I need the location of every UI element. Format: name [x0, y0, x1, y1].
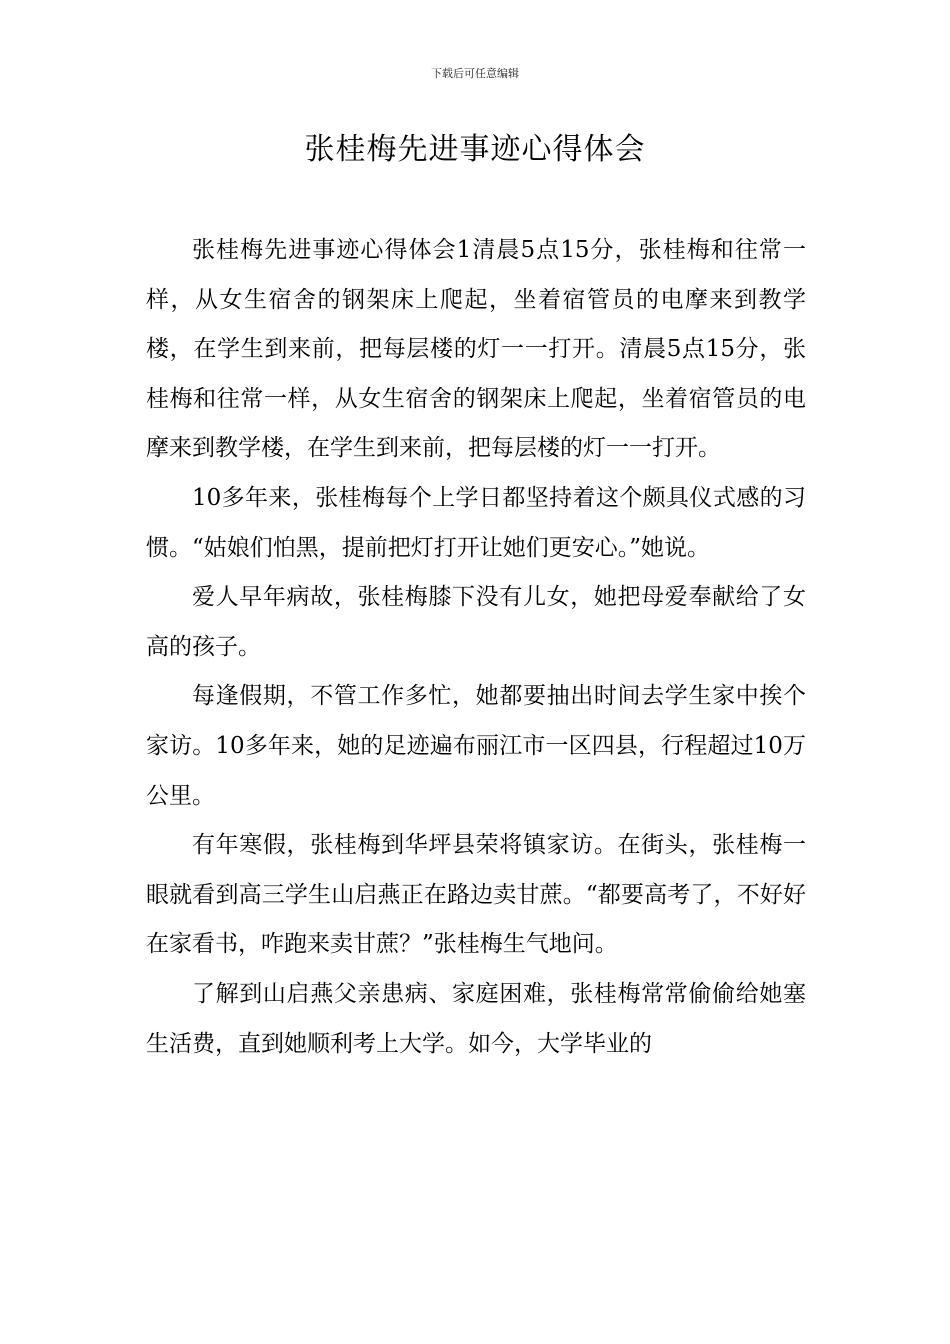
paragraph-6: 了解到山启燕父亲患病、家庭困难，张桂梅常常偷偷给她塞生活费，直到她顺利考上大学。如今，大学毕业的 [146, 980, 806, 1057]
paragraph-3: 爱人早年病故，张桂梅膝下没有儿女，她把母爱奉献给了女高的孩子。 [146, 584, 806, 660]
paragraph-4: 每逢假期，不管工作多忙，她都要抽出时间去学生家中挨个家访。10多年来，她的足迹遍布丽江市一区四县，行程超过10万公里。 [146, 683, 806, 809]
document-title: 张桂梅先进事迹心得体会 [304, 132, 646, 167]
document-body [146, 226, 806, 1069]
paragraph-1: 张桂梅先进事迹心得体会1清晨5点15分，张桂梅和往常一样，从女生宿舍的钢架床上爬起，坐着宿管员的电摩来到教学楼，在学生到来前，把每层楼的灯一一打开。清晨5点15分，张桂梅和往常一样，从女生宿舍的钢架床上爬起，坐着宿管员的电摩来到教学楼，在学生到来前，把每层楼的灯一一打开。 [146, 237, 806, 462]
header-note: 下载后可任意编辑 [431, 67, 519, 80]
paragraph-2: 10多年来，张桂梅每个上学日都坚持着这个颇具仪式感的习惯。“姑娘们怕黑，提前把灯打开让她们更安心。”她说。 [146, 484, 806, 561]
paragraph-5: 有年寒假，张桂梅到华坪县荣将镇家访。在街头，张桂梅一眼就看到高三学生山启燕正在路边卖甘蔗。“都要高考了，不好好在家看书，咋跑来卖甘蔗？”张桂梅生气地问。 [146, 832, 806, 958]
